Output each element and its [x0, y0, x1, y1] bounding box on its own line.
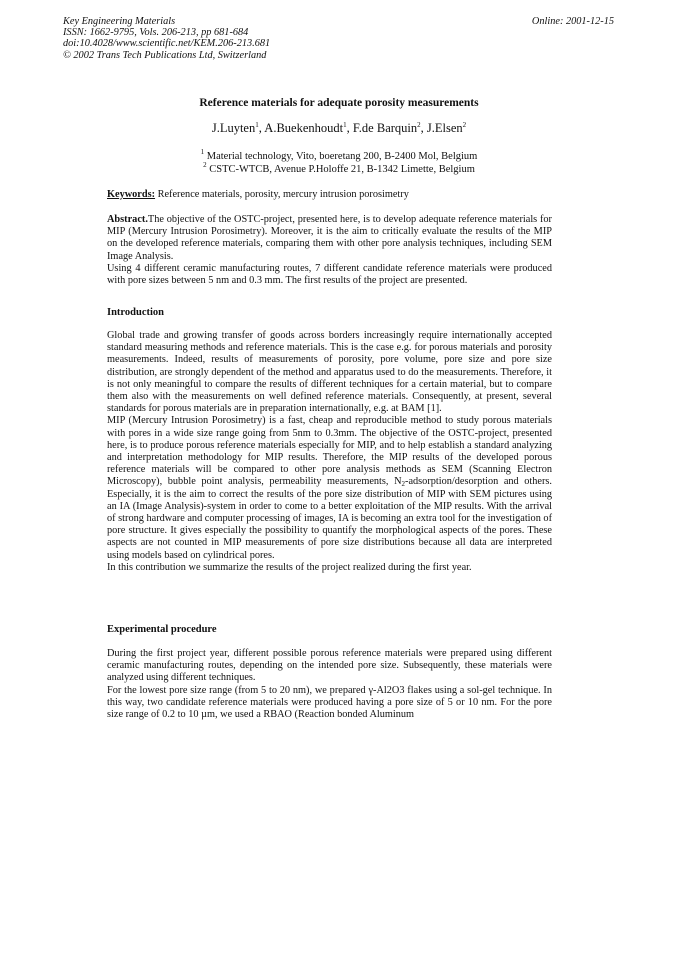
keywords: [107, 189, 552, 201]
author-affil-mark: 1: [255, 121, 259, 129]
abstract: [107, 214, 552, 287]
abstract-label: Abstract.: [107, 214, 148, 225]
affiliation-text: CSTC-WTCB, Avenue P.Holoffe 21, B-1342 Limette, Belgium: [206, 164, 475, 175]
body-paragraph: In this contribution we summarize the results of the project realized during the first year.: [107, 561, 472, 573]
body-paragraph: For the lowest pore size range (from 5 to 20 nm), we prepared γ-Al2O3 flakes using a sol-gel technique. In this way, two candidate reference materials were produced having a pore size of 5 or 10 nm. For the pore size range of 0.2 to 10 µm, we used a RBAO (Reaction bonded Aluminum: [107, 684, 552, 721]
author-affil-mark: 1: [343, 121, 347, 129]
keywords-text: Reference materials, porosity, mercury intrusion porosimetry: [155, 189, 409, 200]
author-affil-mark: 2: [417, 121, 421, 129]
affiliation-number: 2: [203, 161, 207, 169]
section-heading-experimental: Experimental procedure: [107, 624, 217, 635]
copyright-line: © 2002 Trans Tech Publications Ltd, Switzerland: [63, 49, 267, 61]
affiliation-item: [0, 150, 678, 163]
doi-line: doi:10.4028/www.scientific.net/KEM.206-213.681: [63, 38, 271, 50]
subscript: 2: [401, 480, 406, 489]
online-date-text: Online: 2001-12-15: [531, 16, 614, 27]
journal-name: Key Engineering Materials: [63, 16, 176, 27]
experimental-body: [107, 648, 552, 721]
author-affil-mark: 2: [462, 121, 467, 129]
online-date: [532, 16, 614, 27]
paper-title: Reference materials for adequate porosity measurements: [199, 97, 479, 109]
section-heading-introduction: Introduction: [107, 307, 164, 318]
body-paragraph: [107, 415, 552, 561]
affiliation-number: 1: [200, 148, 205, 156]
keywords-label: Keywords:: [107, 189, 156, 200]
introduction-body: [107, 330, 552, 574]
affiliation-text: Material technology, Vito, boeretang 200, B-2400 Mol, Belgium: [204, 151, 478, 162]
body-paragraph: Global trade and growing transfer of goods across borders increasingly require internationally accepted standard measuring methods and reference materials. This is the case e.g. for porous materials and porosity measurements. Indeed, results of measurements of porosity, pore volume, pore size and pore size distribution, are strongly dependent of the method and apparatus used to do the measurements. Therefore, it is not only meaningful to compare the results of different techniques for a certain material, but to compare them also with the measurements on well defined reference materials. Consequently, at present, several standards for porous materials are in preparation internationally, e.g. at BAM [1].: [107, 330, 552, 415]
body-paragraph: During the first project year, different possible porous reference materials were prepared using different ceramic manufacturing routes, depending on the intended pore size. Subsequently, these materials were analyzed using different techniques.: [107, 648, 552, 684]
issn-line: ISSN: 1662-9795, Vols. 206-213, pp 681-684: [63, 27, 249, 39]
abstract-paragraph: [107, 214, 552, 263]
affiliations: [0, 150, 678, 176]
running-header: [63, 16, 270, 61]
author-name: J.Luyten: [211, 121, 256, 135]
affiliation-item: [0, 163, 678, 176]
abstract-paragraph: Using 4 different ceramic manufacturing routes, 7 different candidate reference materials were produced with pore sizes between 5 nm and 0.3 mm. The first results of the project are presented.: [107, 262, 552, 287]
author-list: J.Luyten$^1$, A.Buekenhoudt$^1$, F.de Barquin$^2$, J.Elsen$^2$: [211, 121, 467, 135]
author-name: J.Elsen: [426, 121, 463, 135]
author-name: A.Buekenhoudt: [264, 121, 344, 135]
author-name: F.de Barquin: [352, 121, 418, 135]
paragraph-text: -adsorption/desorption and others. Especially, it is the aim to correct the results of the pore size distribution of MIP with SEM pictures using an IA (Image Analysis)-system in order to come to a better exploitation of the MIP results. With the arrival of strong hardware and computer processing of images, IA is becoming an extra tool for the investigation of pore structure. It gives especially the possibility to quantify the morphological aspects of the pores. These aspects are not counted in MIP measurements of pore size distributions because all data are interpreted using models based on cylindrical pores.: [107, 476, 552, 561]
paragraph-text: MIP (Mercury Intrusion Porosimetry) is a fast, cheap and reproducible method to study porous materials with pores in a wide size range going from 5nm to 0.3mm. The objective of the OSTC-project, presented here, is to produce porous reference materials especially for MIP, and to help establish a standard analyzing and interpretation methodology for MIP results. Therefore, the MIP results of the developed porous reference materials will be compared to other pore analysis methods as SEM (Scanning Electron Microscopy), bubble point analysis, permeability measurements, N: [107, 415, 552, 488]
abstract-text: The objective of the OSTC-project, presented here, is to develop adequate reference materials for MIP (Mercury Intrusion Porosimetry). Moreover, it is the aim to critically evaluate the results of the MIP on the developed reference materials, comparing them with other pore analysis techniques, including SEM Image Analysis.: [107, 214, 552, 262]
